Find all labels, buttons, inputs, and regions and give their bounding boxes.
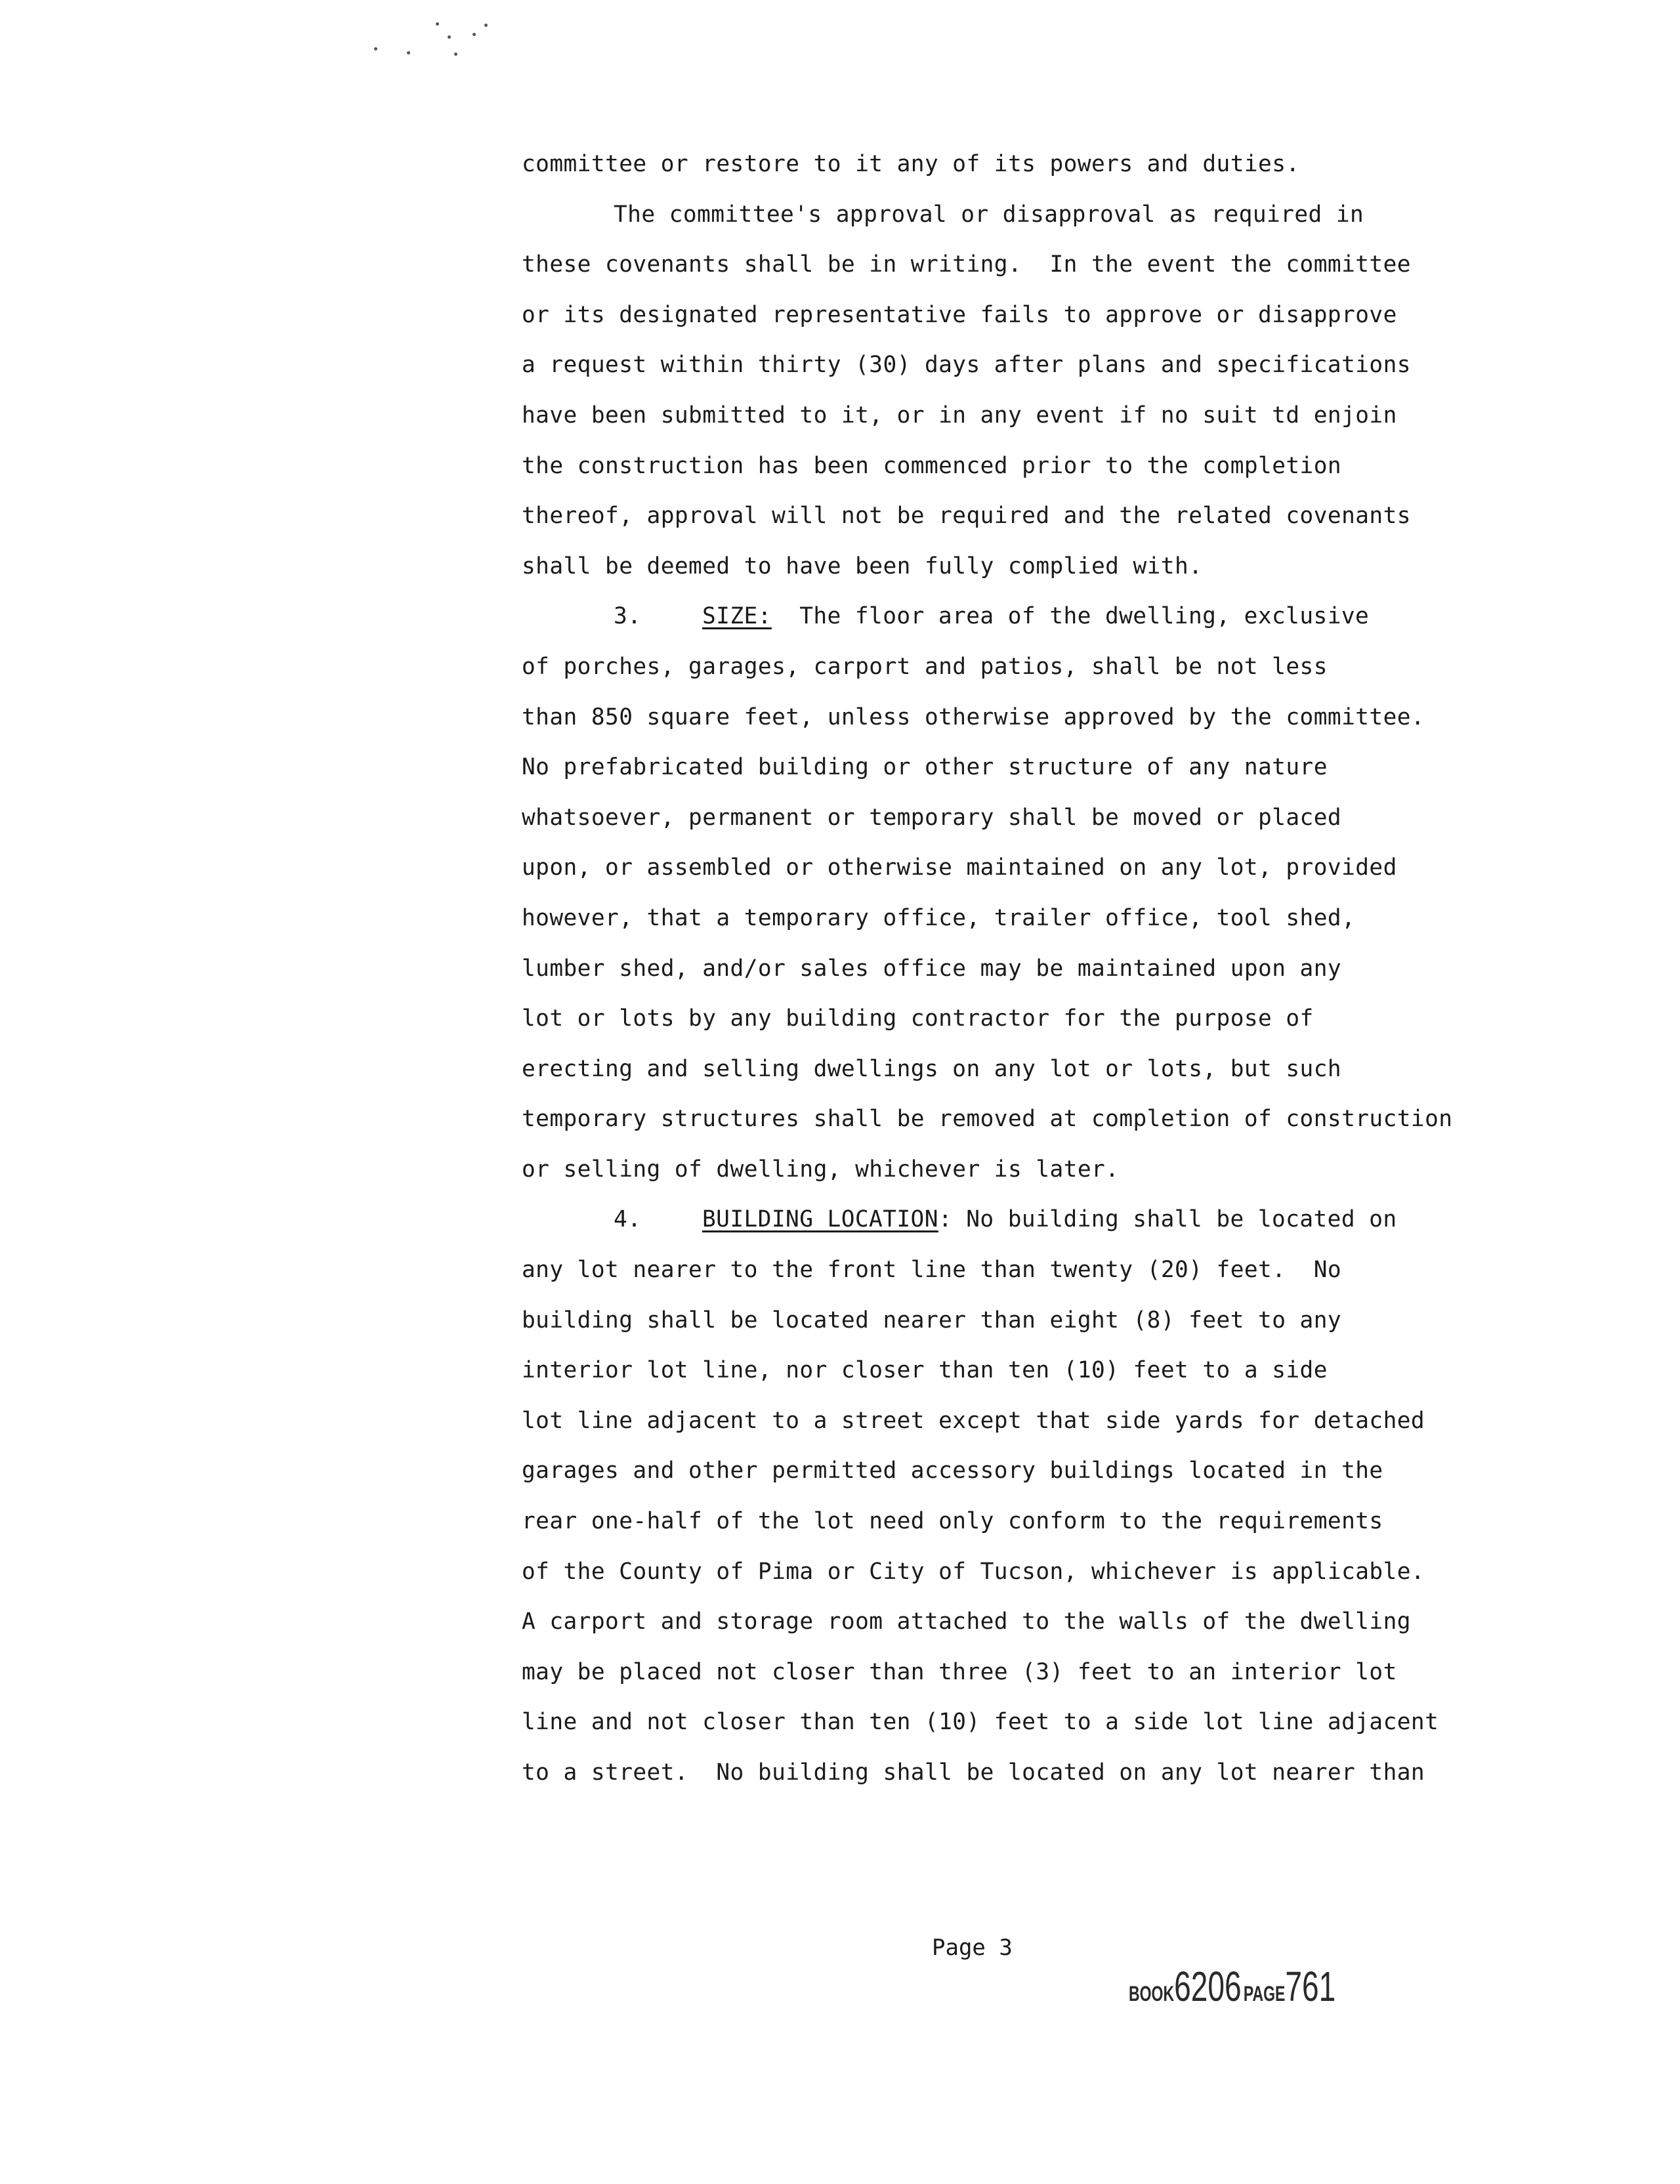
book-number: 6206 [1174,1963,1242,2010]
text-line [522,491,1572,541]
line-text: building shall be located nearer than eight (8) feet to any [522,1307,1342,1334]
line-text: thereof, approval will not be required and the related covenants [522,503,1411,530]
line-text: temporary structures shall be removed at completion of construction [522,1106,1453,1133]
line-text: may be placed not closer than three (3) feet to an interior lot [522,1658,1397,1685]
book-word: BOOK [1129,1982,1175,2006]
recorded-page-number: 761 [1285,1963,1336,2010]
section-number: 4. [614,1206,642,1233]
line-text: shall be deemed to have been fully complied with. [522,553,1203,579]
section-number: 3. [614,603,642,630]
text-line [522,742,1572,793]
section-heading: BUILDING LOCATION [702,1206,938,1233]
line-text: A carport and storage room attached to the walls of the dwelling [522,1608,1411,1635]
text-line [522,944,1572,994]
text-line [522,1245,1572,1295]
line-text: garages and other permitted accessory buildings located in the [522,1458,1383,1484]
line-text: or its designated representative fails to approve or disapprove [522,301,1397,328]
line-text: these covenants shall be in writing. In the event the committee [522,251,1411,278]
text-line [522,1496,1572,1547]
line-text: committee or restore to it any of its powers and duties. [522,151,1300,177]
text-line [522,692,1572,743]
text-line [522,994,1572,1044]
text-line [522,1597,1572,1647]
text-line [522,893,1572,944]
line-text: The committee's approval or disapproval as required in [614,201,1364,228]
line-text: or selling of dwelling, whichever is later. [522,1156,1120,1183]
line-text: of porches, garages, carport and patios, shall be not less [522,653,1328,680]
line-text: lot or lots by any building contractor for the purpose of [522,1005,1314,1032]
text-line [522,1697,1572,1748]
page-word: PAGE [1243,1982,1286,2006]
line-text: any lot nearer to the front line than twenty (20) feet. No [522,1257,1342,1284]
text-line [522,1345,1572,1396]
text-line [522,1396,1572,1446]
text-line [522,1446,1572,1496]
line-text: a request within thirty (30) days after plans and specifications [522,352,1411,379]
line-text: interior lot line, nor closer than ten (10) feet to a side [522,1357,1328,1384]
line-text: rear one-half of the lot need only conform to the requirements [522,1508,1383,1535]
text-line [522,642,1572,692]
text-line [522,441,1572,492]
text-line [522,1194,1572,1245]
line-text: erecting and selling dwellings on any lot or lots, but such [522,1055,1342,1082]
line-text: lumber shed, and/or sales office may be maintained upon any [522,955,1342,982]
line-text: than 850 square feet, unless otherwise approved by the committee. [522,704,1425,730]
section-heading: SIZE: [702,603,772,630]
text-line [522,1547,1572,1597]
text-line [522,843,1572,893]
line-text: of the County of Pima or City of Tucson, whichever is applicable. [522,1558,1425,1585]
text-line [522,1044,1572,1095]
line-text: The floor area of the dwelling, exclusive [771,603,1370,630]
text-line [522,290,1572,341]
scan-specks [368,18,499,64]
line-text: however, that a temporary office, trailer office, tool shed, [522,904,1356,931]
text-line [522,190,1572,240]
line-text: whatsoever, permanent or temporary shall be moved or placed [522,804,1342,831]
text-line [522,139,1572,190]
line-text: : No building shall be located on [938,1206,1397,1233]
line-text: upon, or assembled or otherwise maintained on any lot, provided [522,854,1397,881]
text-line [522,1295,1572,1346]
line-text: No prefabricated building or other structure of any nature [522,754,1328,781]
text-line [522,591,1572,642]
book-page-stamp [1129,1962,1335,2011]
line-text: lot line adjacent to a street except that side yards for detached [522,1407,1425,1434]
page-number: Page 3 [932,1935,1013,1961]
text-line [522,1144,1572,1195]
text-line [522,1094,1572,1144]
text-line [522,340,1572,390]
line-text: to a street. No building shall be located on any lot nearer than [522,1759,1425,1786]
document-body [522,139,1572,1798]
line-text: line and not closer than ten (10) feet to a side lot line adjacent [522,1709,1439,1736]
text-line [522,1748,1572,1798]
text-line [522,1647,1572,1698]
line-text: the construction has been commenced prior to the completion [522,452,1342,479]
text-line [522,793,1572,843]
text-line [522,240,1572,290]
text-line [522,390,1572,441]
line-text: have been submitted to it, or in any event if no suit td enjoin [522,402,1397,429]
text-line [522,541,1572,592]
